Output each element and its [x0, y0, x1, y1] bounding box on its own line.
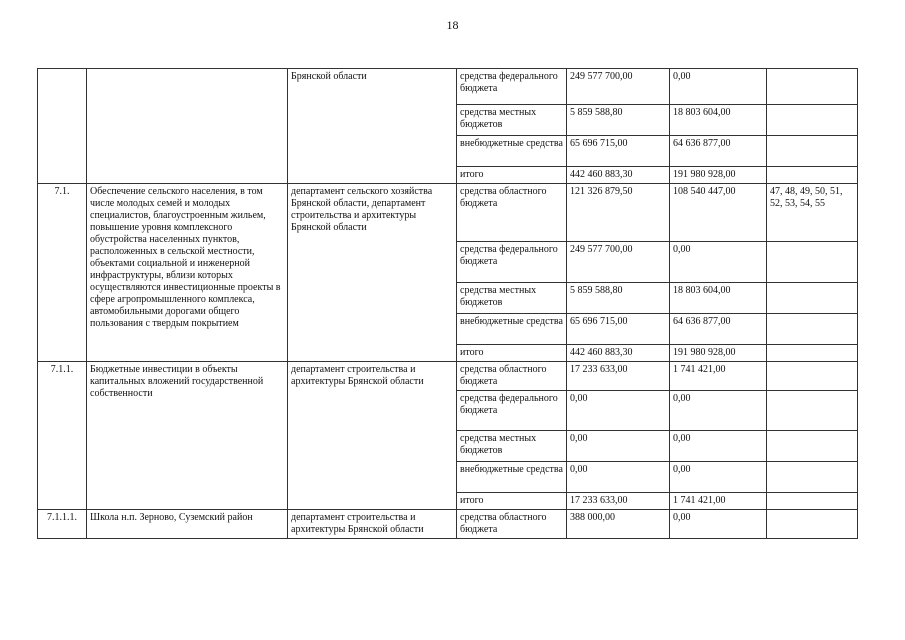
amount-year-1: 442 460 883,30 — [567, 167, 670, 184]
measure-name: Обеспечение сельского населения, в том числе молодых семей и молодых специалистов, благоустроенным жильем, повышение уровня комплексного обустройства населенных пунктов, расположенных в сельской местности, объектами социальной и инженерной инфраструктуры, вблизи которых осуществляются инвестиционные проекты в сфере агропромышленного комплекса, автомобильными дорогами общего пользования с твердым покрытием — [87, 184, 288, 362]
table-row — [38, 510, 858, 539]
amount-year-2: 18 803 604,00 — [670, 105, 767, 136]
amount-year-1: 65 696 715,00 — [567, 314, 670, 345]
amount-year-1: 249 577 700,00 — [567, 69, 670, 105]
amount-year-2: 0,00 — [670, 431, 767, 462]
amount-year-2: 0,00 — [670, 242, 767, 283]
table-row — [38, 184, 858, 242]
amount-year-1: 388 000,00 — [567, 510, 670, 539]
funding-source: средства федерального бюджета — [457, 69, 567, 105]
amount-year-1: 65 696 715,00 — [567, 136, 670, 167]
funding-source: средства областного бюджета — [457, 362, 567, 391]
funding-source: итого — [457, 345, 567, 362]
row-number: 7.1. — [38, 184, 87, 362]
indicator-codes-empty — [767, 167, 858, 184]
funding-source: средства областного бюджета — [457, 510, 567, 539]
executor: департамент строительства и архитектуры Брянской области — [288, 510, 457, 539]
indicator-codes-empty — [767, 242, 858, 283]
amount-year-2: 0,00 — [670, 510, 767, 539]
executor: департамент сельского хозяйства Брянской области, департамент строительства и архитектуры Брянской области — [288, 184, 457, 362]
amount-year-1: 5 859 588,80 — [567, 105, 670, 136]
funding-source: средства местных бюджетов — [457, 105, 567, 136]
funding-source: средства местных бюджетов — [457, 431, 567, 462]
amount-year-1: 249 577 700,00 — [567, 242, 670, 283]
amount-year-2: 191 980 928,00 — [670, 167, 767, 184]
budget-table — [37, 68, 858, 539]
indicator-codes — [767, 362, 858, 391]
amount-year-1: 442 460 883,30 — [567, 345, 670, 362]
executor: департамент строительства и архитектуры Брянской области — [288, 362, 457, 510]
amount-year-2: 1 741 421,00 — [670, 362, 767, 391]
funding-source: средства местных бюджетов — [457, 283, 567, 314]
amount-year-2: 0,00 — [670, 391, 767, 431]
indicator-codes-empty — [767, 391, 858, 431]
indicator-codes: 47, 48, 49, 50, 51, 52, 53, 54, 55 — [767, 184, 858, 242]
indicator-codes-empty — [767, 283, 858, 314]
indicator-codes — [767, 510, 858, 539]
amount-year-2: 64 636 877,00 — [670, 314, 767, 345]
amount-year-1: 0,00 — [567, 431, 670, 462]
indicator-codes-empty — [767, 493, 858, 510]
amount-year-1: 5 859 588,80 — [567, 283, 670, 314]
funding-source: итого — [457, 167, 567, 184]
row-number — [38, 69, 87, 184]
funding-source: внебюджетные средства — [457, 136, 567, 167]
funding-source: внебюджетные средства — [457, 462, 567, 493]
table-row — [38, 362, 858, 391]
executor: Брянской области — [288, 69, 457, 184]
indicator-codes-empty — [767, 136, 858, 167]
indicator-codes-empty — [767, 345, 858, 362]
amount-year-1: 17 233 633,00 — [567, 493, 670, 510]
amount-year-2: 0,00 — [670, 69, 767, 105]
funding-source: средства федерального бюджета — [457, 391, 567, 431]
amount-year-2: 1 741 421,00 — [670, 493, 767, 510]
funding-source: средства федерального бюджета — [457, 242, 567, 283]
amount-year-2: 18 803 604,00 — [670, 283, 767, 314]
amount-year-1: 121 326 879,50 — [567, 184, 670, 242]
measure-name: Бюджетные инвестиции в объекты капитальных вложений государственной собственности — [87, 362, 288, 510]
amount-year-2: 108 540 447,00 — [670, 184, 767, 242]
indicator-codes — [767, 69, 858, 105]
measure-name — [87, 69, 288, 184]
indicator-codes-empty — [767, 105, 858, 136]
funding-source: внебюджетные средства — [457, 314, 567, 345]
indicator-codes-empty — [767, 314, 858, 345]
amount-year-2: 64 636 877,00 — [670, 136, 767, 167]
indicator-codes-empty — [767, 431, 858, 462]
amount-year-2: 191 980 928,00 — [670, 345, 767, 362]
page-number: 18 — [446, 18, 459, 32]
amount-year-1: 0,00 — [567, 462, 670, 493]
amount-year-1: 0,00 — [567, 391, 670, 431]
funding-source: средства областного бюджета — [457, 184, 567, 242]
funding-source: итого — [457, 493, 567, 510]
amount-year-2: 0,00 — [670, 462, 767, 493]
indicator-codes-empty — [767, 462, 858, 493]
row-number: 7.1.1. — [38, 362, 87, 510]
row-number: 7.1.1.1. — [38, 510, 87, 539]
table-row — [38, 69, 858, 105]
measure-name: Школа н.п. Зерново, Суземский район — [87, 510, 288, 539]
amount-year-1: 17 233 633,00 — [567, 362, 670, 391]
